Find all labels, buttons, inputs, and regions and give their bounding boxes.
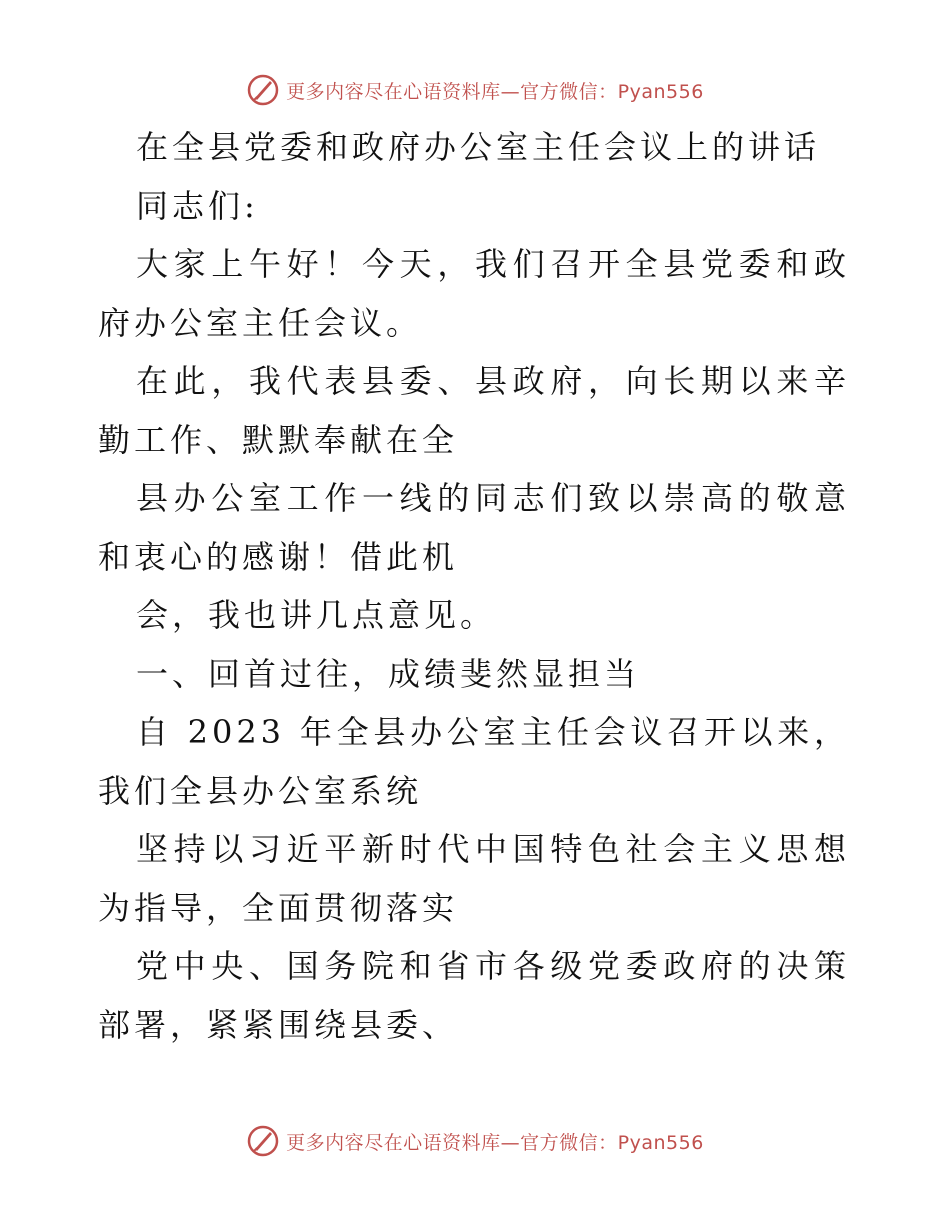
watermark-text: 更多内容尽在心语资料库—官方微信：Pyan556 bbox=[286, 1131, 704, 1154]
paragraph: 坚持以习近平新时代中国特色社会主义思想为指导，全面贯彻落实 bbox=[98, 830, 850, 927]
paragraph: 自 2023 年全县办公室主任会议召开以来，我们全县办公室系统 bbox=[98, 713, 850, 810]
footer-watermark bbox=[0, 1121, 950, 1161]
paragraph: 同志们: bbox=[136, 186, 259, 225]
paragraph: 党中央、国务院和省市各级党委政府的决策部署，紧紧围绕县委、 bbox=[98, 947, 850, 1044]
document-body bbox=[98, 118, 850, 1054]
header-watermark bbox=[0, 70, 950, 110]
watermark-text: 更多内容尽在心语资料库—官方微信：Pyan556 bbox=[286, 80, 704, 103]
quill-logo-icon bbox=[246, 73, 280, 107]
paragraph: 大家上午好！今天，我们召开全县党委和政府办公室主任会议。 bbox=[98, 245, 850, 342]
section-heading: 一、回首过往，成绩斐然显担当 bbox=[136, 654, 641, 693]
paragraph: 县办公室工作一线的同志们致以崇高的敬意和衷心的感谢！借此机 bbox=[98, 479, 850, 576]
quill-logo-icon bbox=[246, 1124, 280, 1158]
paragraph: 会，我也讲几点意见。 bbox=[136, 596, 497, 634]
document-title: 在全县党委和政府办公室主任会议上的讲话 bbox=[136, 128, 821, 166]
paragraph: 在此，我代表县委、县政府，向长期以来辛勤工作、默默奉献在全 bbox=[98, 362, 850, 459]
